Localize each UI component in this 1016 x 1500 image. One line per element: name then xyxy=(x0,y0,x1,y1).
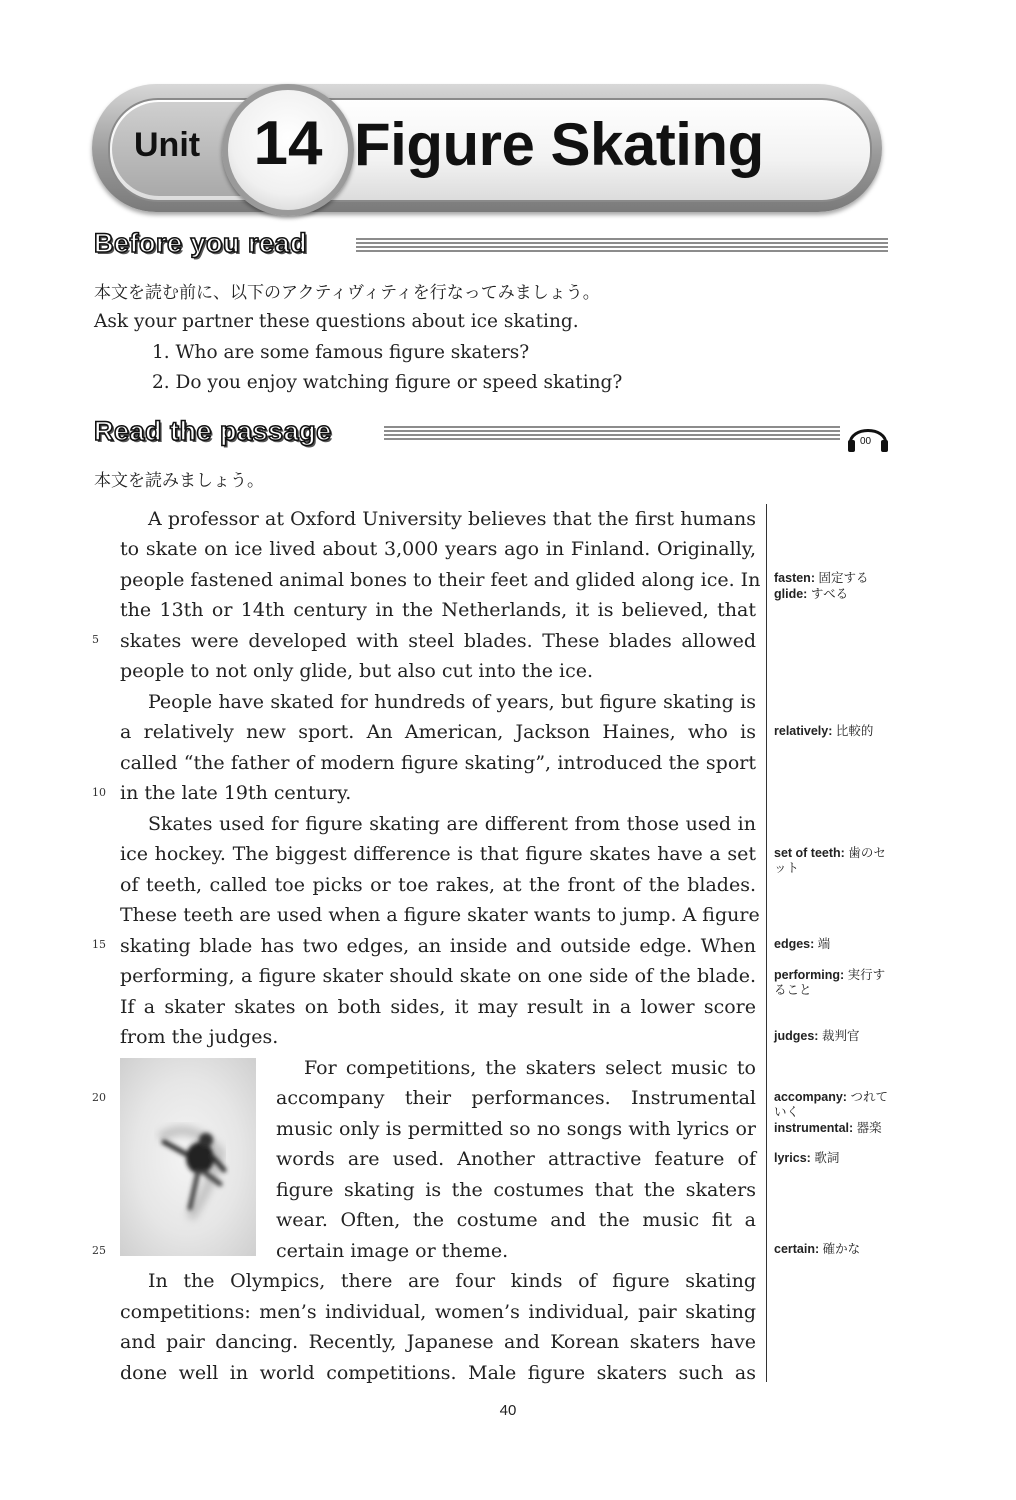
gloss-entry: fasten: 固定する xyxy=(774,571,869,585)
line-number: 25 xyxy=(92,1244,106,1257)
passage-line: the 13th or 14th century in the Netherlands, it is believed, that xyxy=(120,599,756,621)
before-instruction-jp: 本文を読む前に、以下のアクティヴィティを行なってみましょう。 xyxy=(94,283,600,303)
passage-line: certain image or theme. xyxy=(276,1240,509,1262)
line-number: 10 xyxy=(92,786,106,799)
passage-line: of teeth, called toe picks or toe rakes, at the front of the blades. xyxy=(120,874,756,896)
gloss-entry: accompany: つれていく xyxy=(774,1090,888,1119)
passage-line: from the judges. xyxy=(120,1026,279,1048)
gloss-entry: edges: 端 xyxy=(774,937,831,951)
passage-line: accompany their performances. Instrumental xyxy=(276,1087,756,1109)
passage-line: performing, a figure skater should skate on one side of the blade. xyxy=(120,965,756,987)
gloss-entry: glide: すべる xyxy=(774,587,849,601)
gloss-divider xyxy=(766,504,767,1382)
passage-line: words are used. Another attractive feature of xyxy=(276,1148,756,1170)
page-title: Figure Skating xyxy=(354,111,764,178)
gloss-entry: relatively: 比較的 xyxy=(774,724,874,738)
passage-line: and pair dancing. Recently, Japanese and Korean skaters have xyxy=(120,1331,756,1353)
page-number: 40 xyxy=(499,1402,517,1419)
gloss-entry: judges: 裁判官 xyxy=(774,1029,860,1043)
passage-line: done well in world competitions. Male figure skaters such as xyxy=(120,1362,756,1384)
question-item: 1. Who are some famous figure skaters? xyxy=(152,342,530,363)
line-number: 15 xyxy=(92,938,106,951)
question-item: 2. Do you enjoy watching figure or speed skating? xyxy=(152,372,623,393)
passage-line: figure skating is the costumes that the skaters xyxy=(276,1179,756,1201)
section-rule xyxy=(356,238,888,254)
passage-line: music only is permitted so no songs with lyrics or xyxy=(276,1118,756,1140)
read-instruction-jp: 本文を読みましょう。 xyxy=(94,471,264,491)
passage-line: people fastened animal bones to their feet and glided along ice. In xyxy=(120,569,761,591)
passage-line: Skates used for figure skating are different from those used in xyxy=(148,813,756,835)
unit-number: 14 xyxy=(253,109,323,178)
passage-line: People have skated for hundreds of years, but figure skating is xyxy=(148,691,756,713)
passage-line: wear. Often, the costume and the music fit a xyxy=(276,1209,756,1231)
audio-track-number: 00 xyxy=(860,436,872,447)
passage-line: A professor at Oxford University believes that the first humans xyxy=(148,508,756,530)
unit-label: Unit xyxy=(134,126,201,164)
line-number: 20 xyxy=(92,1091,106,1104)
skater-photo xyxy=(120,1058,256,1256)
gloss-entry: certain: 確かな xyxy=(774,1242,861,1256)
gloss-entry: lyrics: 歌詞 xyxy=(774,1151,840,1165)
read-passage-heading: Read the passage xyxy=(94,416,332,446)
before-prompt: Ask your partner these questions about ice skating. xyxy=(94,311,579,332)
gloss-entry: performing: 実行すること xyxy=(774,968,886,997)
passage-line: skating blade has two edges, an inside and outside edge. When xyxy=(120,935,756,957)
section-rule xyxy=(384,426,840,442)
passage-line: If a skater skates on both sides, it may result in a lower score xyxy=(120,996,756,1018)
gloss-entry: set of teeth: 歯のセット xyxy=(774,846,886,875)
gloss-entry: instrumental: 器楽 xyxy=(774,1121,882,1135)
passage-line: people to not only glide, but also cut into the ice. xyxy=(120,660,594,682)
passage-line: In the Olympics, there are four kinds of figure skating xyxy=(148,1270,756,1292)
passage-line: competitions: men’s individual, women’s individual, pair skating xyxy=(120,1301,756,1323)
passage-line: called “the father of modern figure skating”, introduced the sport xyxy=(120,752,756,774)
passage-line: These teeth are used when a figure skater wants to jump. A figure xyxy=(120,904,760,926)
passage-line: skates were developed with steel blades. These blades allowed xyxy=(120,630,756,652)
passage-line: For competitions, the skaters select music to xyxy=(304,1057,756,1079)
line-number: 5 xyxy=(92,633,99,646)
passage-line: a relatively new sport. An American, Jackson Haines, who is xyxy=(120,721,756,743)
before-you-read-heading: Before you read xyxy=(94,228,308,258)
passage-line: to skate on ice lived about 3,000 years ago in Finland. Originally, xyxy=(120,538,756,560)
passage-line: in the late 19th century. xyxy=(120,782,352,804)
passage-line: ice hockey. The biggest difference is that figure skates have a set xyxy=(120,843,756,865)
